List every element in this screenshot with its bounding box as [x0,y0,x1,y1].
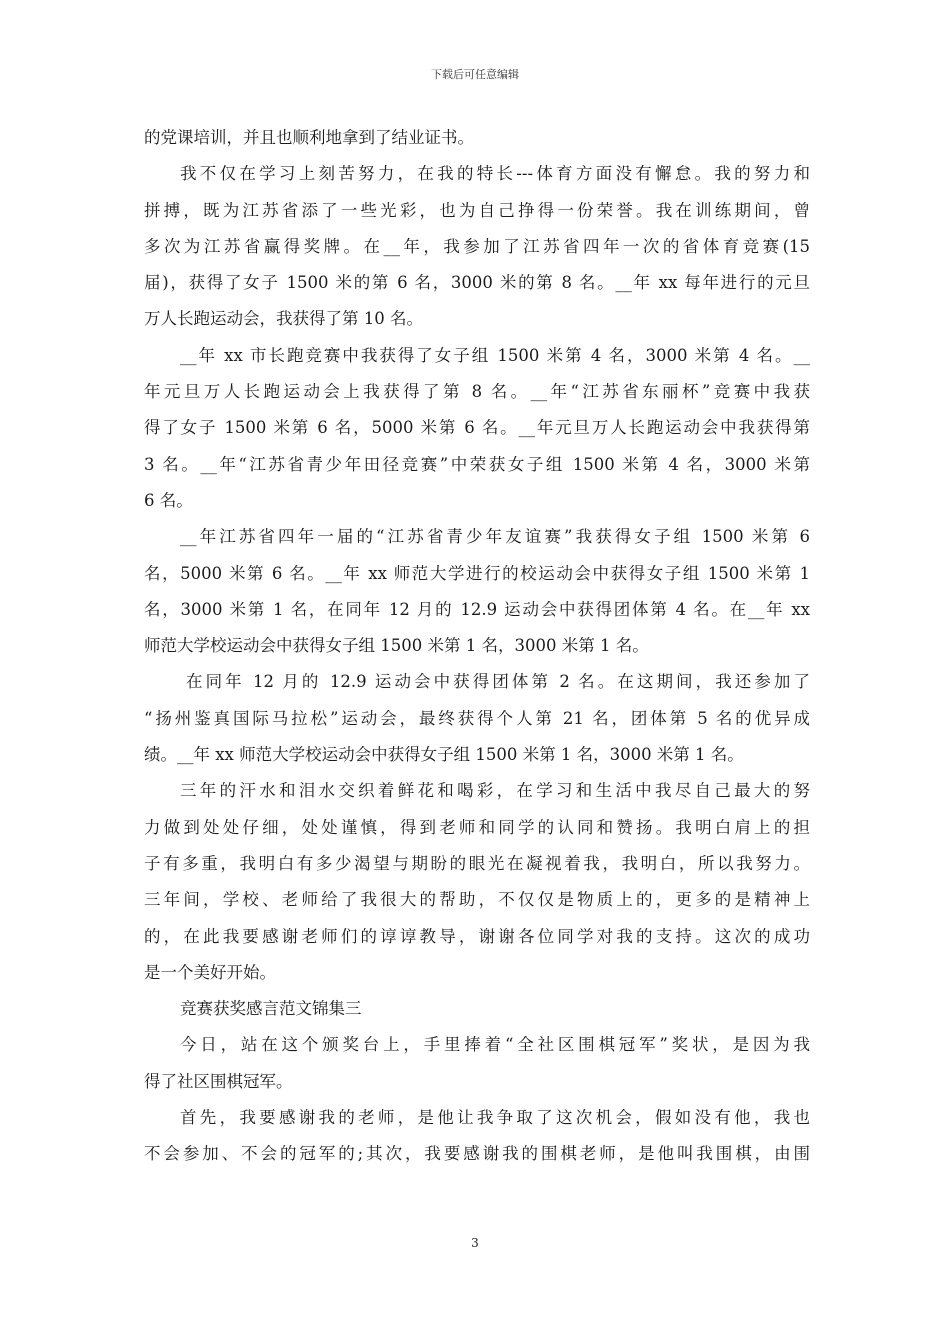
paragraph-line: 师范大学校运动会中获得女子组 1500 米第 1 名，3000 米第 1 名。 [144,636,649,656]
paragraph-line: 不会参加、不会的冠军的;其次，我要感谢我的围棋老师，是他叫我围棋，由围 [144,1144,810,1164]
paragraph-line: 力做到处处仔细，处处谨慎，得到老师和同学的认同和赞扬。我明白肩上的担 [144,817,810,837]
paragraph-line: 得了社区围棋冠军。 [144,1071,293,1091]
paragraph-line: 三年间，学校、老师给了我很大的帮助，不仅仅是物质上的，更多的是精神上 [144,890,810,910]
paragraph-line: “扬州鉴真国际马拉松”运动会，最终获得个人第 21 名，团体第 5 名的优异成 [144,708,810,728]
paragraph-line: 三年的汗水和泪水交织着鲜花和喝彩，在学习和生活中我尽自己最大的努 [180,781,810,801]
paragraph-line: 3 名。__年“江苏省青少年田径竞赛”中荣获女子组 1500 米第 4 名，3000 米第 [144,454,810,474]
paragraph-line: 名，5000 米第 6 名。__年 xx 师范大学进行的校运动会中获得女子组 1500 米第 1 [144,563,810,583]
section-heading: 竞赛获奖感言范文锦集三 [180,999,362,1019]
paragraph-line: 子有多重，我明白有多少渴望与期盼的眼光在凝视着我，我明白，所以我努力。 [144,853,810,873]
paragraph-line: 我不仅在学习上刻苦努力，在我的特长---体育方面没有懈怠。我的努力和 [180,164,810,184]
paragraph-line: 的党课培训，并且也顺利地拿到了结业证书。 [144,128,474,147]
paragraph-line: 拼搏，既为江苏省添了一些光彩，也为自己挣得一份荣誉。我在训练期间，曾 [144,200,810,220]
paragraph-line: 是一个美好开始。 [144,962,276,982]
paragraph-line: 今日，站在这个颁奖台上，手里捧着“全社区围棋冠军”奖状，是因为我 [180,1035,810,1055]
paragraph-line: 6 名。 [144,490,193,510]
paragraph-line: 的，在此我要感谢老师们的谆谆教导，谢谢各位同学对我的支持。这次的成功 [144,926,810,946]
paragraph-line: 绩。__年 xx 师范大学校运动会中获得女子组 1500 米第 1 名，3000 米第 1 名。 [144,745,744,765]
document-body [144,120,810,1173]
paragraph-line: 名，3000 米第 1 名，在同年 12 月的 12.9 运动会中获得团体第 4 名。在__年 xx [144,599,810,619]
paragraph-line: 年元旦万人长跑运动会上我获得了第 8 名。__年“江苏省东丽杯”竞赛中我获 [144,382,810,402]
paragraph-line: 万人长跑运动会，我获得了第 10 名。 [144,309,423,329]
paragraph-line: __年 xx 市长跑竞赛中我获得了女子组 1500 米第 4 名，3000 米第 4 名。__ [180,345,810,365]
paragraph-line: 在同年 12 月的 12.9 运动会中获得团体第 2 名。在这期间，我还参加了 [186,672,810,692]
paragraph-line: 首先，我要感谢我的老师，是他让我争取了这次机会，假如没有他，我也 [180,1108,810,1128]
page-number: 3 [471,1236,479,1250]
paragraph-line: 得了女子 1500 米第 6 名，5000 米第 6 名。__年元旦万人长跑运动会中我获得第 [144,418,810,438]
paragraph-line: 届)，获得了女子 1500 米的第 6 名，3000 米的第 8 名。__年 xx 每年进行的元旦 [144,273,810,293]
paragraph-line: 多次为江苏省赢得奖牌。在__年，我参加了江苏省四年一次的省体育竞赛(15 [144,236,810,256]
paragraph-line: __年江苏省四年一届的“江苏省青少年友谊赛”我获得女子组 1500 米第 6 [180,527,810,547]
header-note: 下载后可任意编辑 [431,68,519,81]
